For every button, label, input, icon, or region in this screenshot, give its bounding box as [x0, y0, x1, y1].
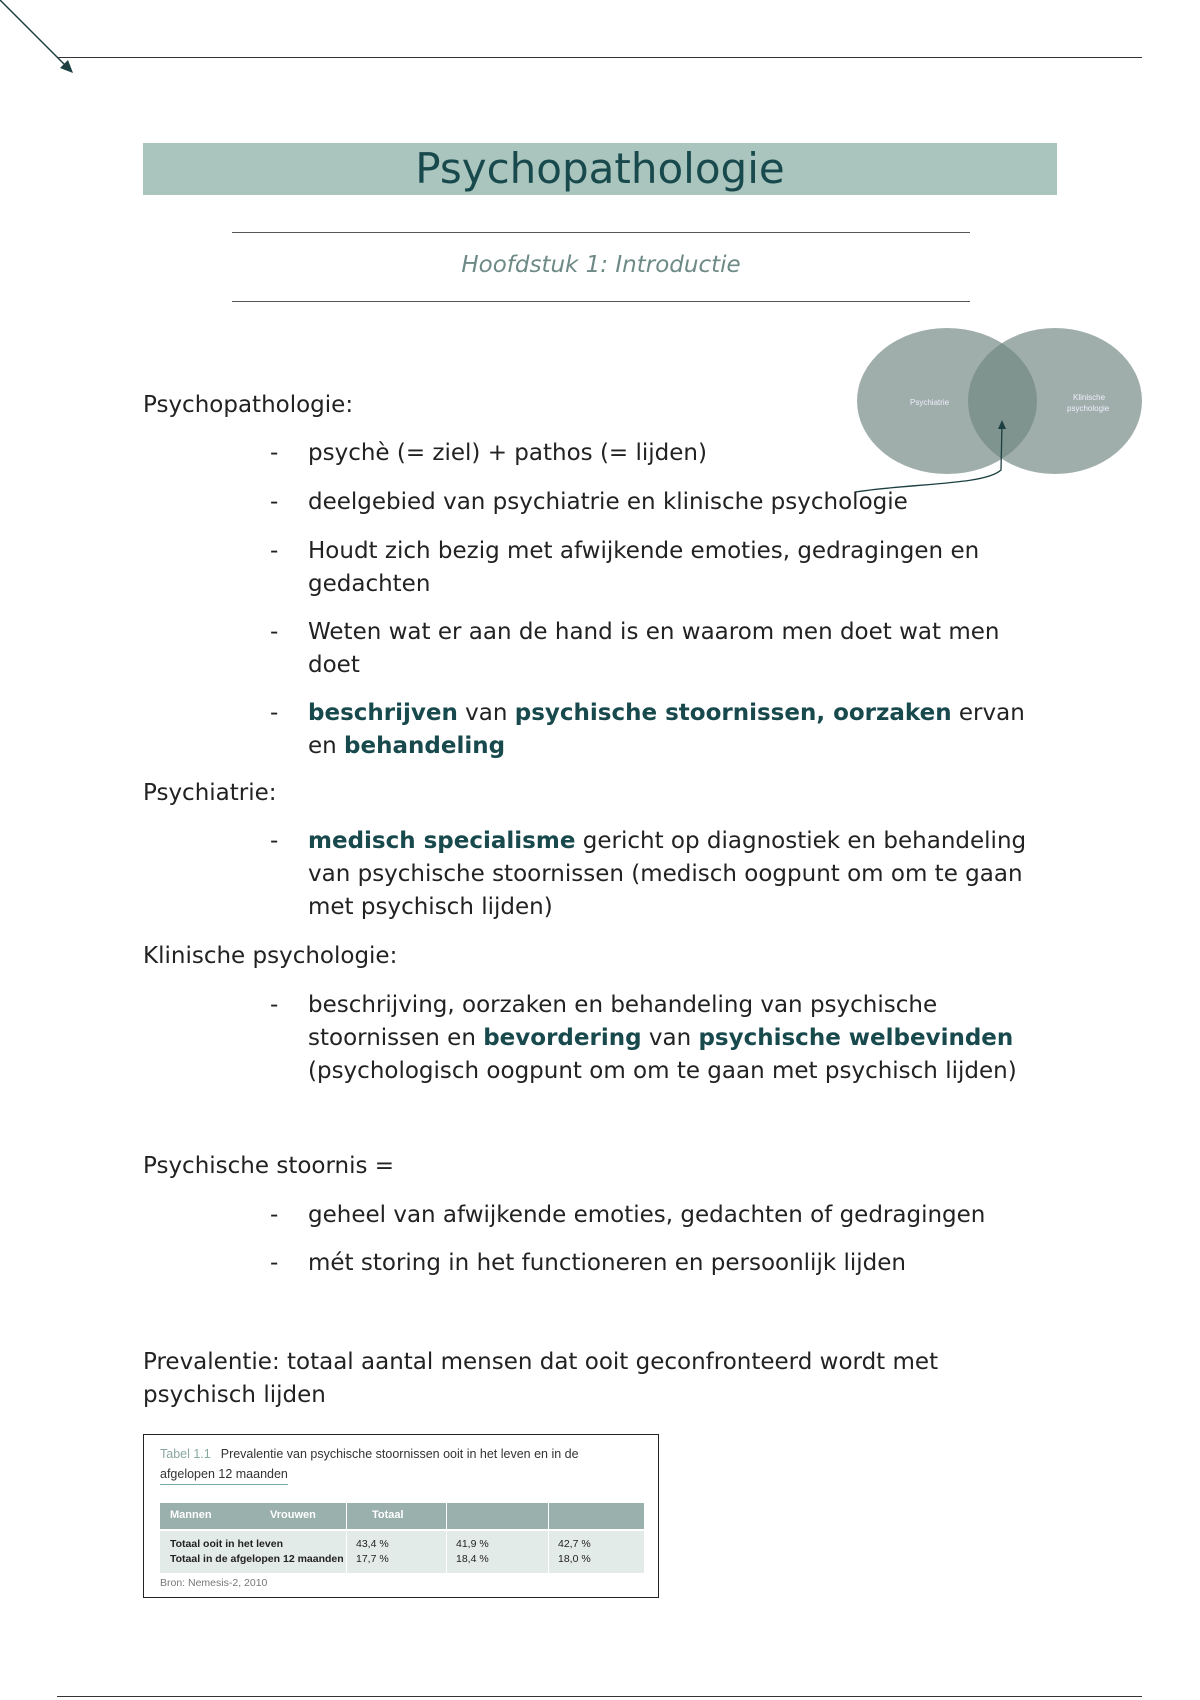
table-header-cell: Totaal [372, 1509, 404, 1521]
highlight-behandeling: behandeling [344, 733, 506, 759]
table-body [160, 1531, 644, 1573]
heading-klinische-psychologie: Klinische psychologie: [143, 943, 398, 969]
title-band [143, 143, 1057, 195]
bullet-text: Houdt zich bezig met afwijkende emoties, gedragingen en gedachten [308, 538, 980, 597]
bullet-dash: - [270, 828, 279, 854]
bullet-dash: - [270, 489, 279, 515]
table-caption [160, 1444, 650, 1485]
table-cell: 18,4 % [456, 1553, 489, 1565]
bullet-dash: - [270, 700, 279, 726]
header-rule [57, 57, 1142, 58]
bullet-text [308, 697, 1058, 763]
table-col-separator [548, 1503, 549, 1573]
prevalence-table [143, 1434, 659, 1598]
venn-label-psychiatrie: Psychiatrie [910, 398, 950, 407]
bullet-dash: - [270, 538, 279, 564]
bullet-text [308, 825, 1058, 924]
bullet-dash: - [270, 1250, 279, 1276]
bullet-dash: - [270, 440, 279, 466]
text-oogpunt: (psychologisch oogpunt om om te gaan met psychisch lijden) [308, 1058, 1017, 1084]
chapter-subtitle: Hoofdstuk 1: Introductie [461, 252, 741, 278]
text-van: van [641, 1025, 699, 1051]
bullet-text: psychè (= ziel) + pathos (= lijden) [308, 440, 707, 466]
bullet-text: deelgebied van psychiatrie en klinische psychologie [308, 489, 908, 515]
table-header-cell: Vrouwen [270, 1509, 316, 1521]
text-van: van [457, 700, 515, 726]
table-cell: 42,7 % [558, 1538, 591, 1550]
page-title: Psychopathologie [415, 144, 785, 193]
header-corner-arrow-icon [0, 0, 80, 80]
venn-diagram [855, 325, 1150, 500]
venn-label-klinische-2: psychologie [1067, 404, 1110, 413]
bullet-dash: - [270, 992, 279, 1018]
heading-psychiatrie: Psychiatrie: [143, 780, 277, 806]
bullet-text [308, 989, 1058, 1088]
table-caption-line2: afgelopen 12 maanden [160, 1464, 288, 1485]
table-cell: 41,9 % [456, 1538, 489, 1550]
table-header-row [160, 1503, 644, 1529]
table-col-separator [346, 1503, 347, 1573]
highlight-beschrijven: beschrijven [308, 700, 458, 726]
chapter-rule-bottom [232, 301, 970, 302]
bullet-dash: - [270, 619, 279, 645]
footer-rule [57, 1696, 1142, 1697]
text-gericht: gericht op diagnostiek en behandeling van psychische stoornissen (medisch oogpunt om om te gaan met psychisch lijden) [308, 828, 1027, 920]
table-cell: 43,4 % [356, 1538, 389, 1550]
table-header-cell: Mannen [170, 1509, 212, 1521]
table-row-label: Totaal ooit in het leven [170, 1538, 283, 1550]
bullet-dash: - [270, 1202, 279, 1228]
heading-psychische-stoornis: Psychische stoornis = [143, 1153, 395, 1179]
chapter-rule-top [232, 232, 970, 233]
bullet-text: Weten wat er aan de hand is en waarom men doet wat men doet [308, 619, 1000, 678]
highlight-medisch-specialisme: medisch specialisme [308, 828, 576, 854]
text-beschrijving: beschrijving, oorzaken en behandeling van psychische stoornissen en [308, 992, 938, 1051]
text-ervan-en: ervan en [308, 700, 1025, 759]
heading-psychopathologie: Psychopathologie: [143, 392, 354, 418]
table-source: Bron: Nemesis-2, 2010 [160, 1577, 268, 1589]
table-number: Tabel 1.1 [160, 1447, 211, 1461]
bullet-text: mét storing in het functioneren en persoonlijk lijden [308, 1250, 906, 1276]
highlight-stoornissen-oorzaken: psychische stoornissen, oorzaken [514, 700, 952, 726]
table-col-separator [446, 1503, 447, 1573]
table-cell: 17,7 % [356, 1553, 389, 1565]
venn-label-klinische-1: Klinische [1073, 393, 1106, 402]
table-row-label: Totaal in de afgelopen 12 maanden [170, 1553, 344, 1565]
highlight-bevordering: bevordering [483, 1025, 642, 1051]
table-cell: 18,0 % [558, 1553, 591, 1565]
table-caption-line1: Prevalentie van psychische stoornissen ooit in het leven en in de [220, 1447, 579, 1461]
highlight-welbevinden: psychische welbevinden [698, 1025, 1014, 1051]
prevalentie-definition: Prevalentie: totaal aantal mensen dat ooit geconfronteerd wordt met psychisch lijden [143, 1349, 939, 1408]
bullet-text: geheel van afwijkende emoties, gedachten of gedragingen [308, 1202, 986, 1228]
